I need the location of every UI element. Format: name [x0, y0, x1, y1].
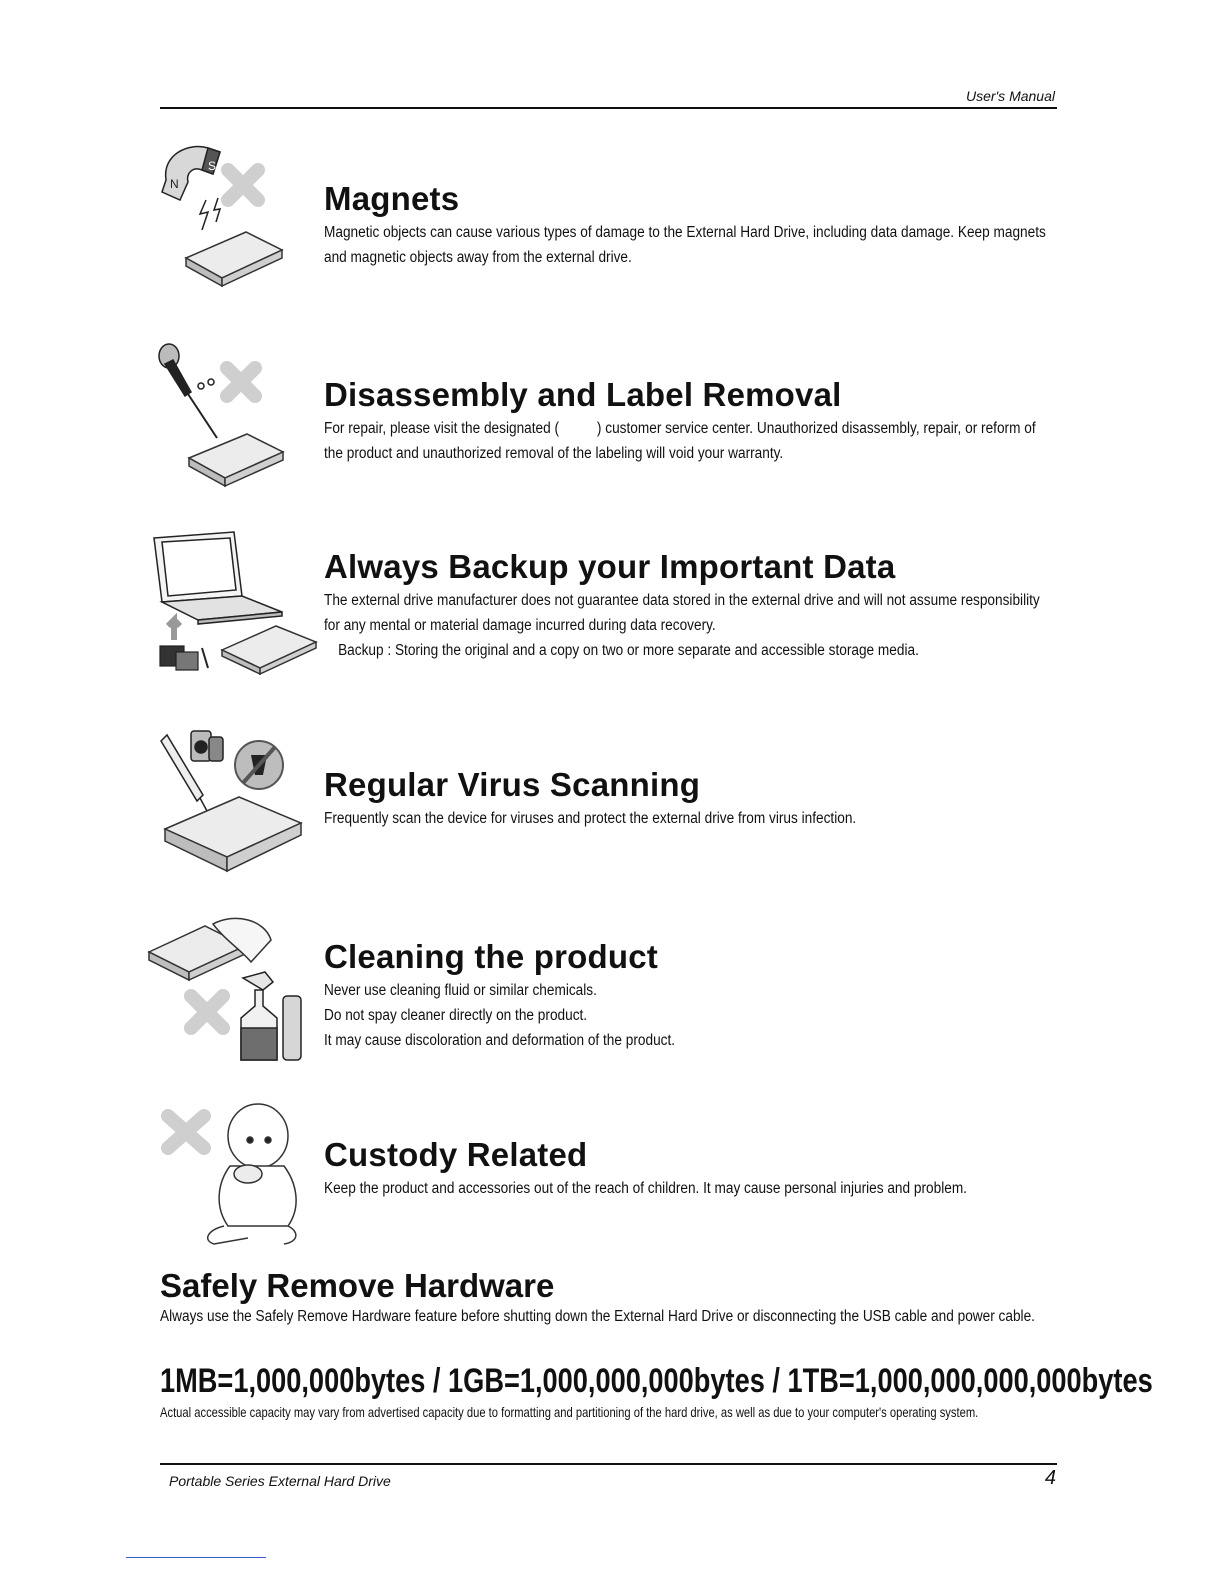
section-cleaning	[324, 938, 1054, 1053]
page-number: 4	[1044, 1467, 1056, 1489]
baby-icon	[158, 1098, 308, 1248]
section-backup	[324, 548, 1054, 663]
footer-title: Portable Series External Hard Drive	[169, 1473, 391, 1489]
header-rule	[160, 107, 1057, 109]
section-line: Do not spay cleaner directly on the product.	[324, 1007, 588, 1024]
section-magnets	[324, 180, 1054, 270]
section-line: Backup : Storing the original and a copy on two or more separate and accessible storage media.	[338, 642, 919, 659]
section-safely-remove	[160, 1267, 1060, 1329]
section-line: Keep the product and accessories out of the reach of children. It may cause personal injuries and problem.	[324, 1180, 967, 1197]
header-title: User's Manual	[965, 88, 1055, 104]
screwdriver-icon	[155, 340, 290, 490]
section-line: Never use cleaning fluid or similar chemicals.	[324, 982, 597, 999]
section-body	[324, 416, 1054, 466]
spray-bottle-icon	[145, 910, 310, 1070]
section-title: Magnets	[324, 180, 460, 217]
laptop-icon	[148, 530, 323, 680]
section-title: 1MB=1,000,000bytes / 1GB=1,000,000,000bytes / 1TB=1,000,000,000,000bytes	[160, 1362, 1153, 1400]
section-line: Frequently scan the device for viruses and protect the external drive from virus infection.	[324, 810, 857, 827]
section-virus	[324, 766, 1054, 831]
section-disassembly	[324, 376, 1054, 466]
section-body: Always use the Safely Remove Hardware feature before shutting down the External Hard Drive or disconnecting the USB cable and power cable.	[160, 1308, 1035, 1325]
section-title: Always Backup your Important Data	[324, 548, 896, 585]
section-body	[324, 1176, 1054, 1201]
section-body	[324, 588, 1054, 663]
no-virus-icon	[235, 741, 283, 789]
section-line: for any mental or material damage incurred during data recovery.	[324, 617, 716, 634]
section-body	[324, 220, 1054, 270]
section-title: Cleaning the product	[324, 938, 658, 975]
bottom-link-line	[126, 1557, 266, 1558]
section-line: The external drive manufacturer does not guarantee data stored in the external drive and will not assume responsibility	[324, 592, 1040, 609]
magnet-icon	[158, 140, 288, 300]
footer-rule	[160, 1463, 1057, 1465]
svg-text:N: N	[170, 177, 179, 191]
section-title: Safely Remove Hardware	[160, 1267, 555, 1304]
section-capacity	[160, 1361, 1153, 1423]
section-custody	[324, 1136, 1054, 1201]
section-title: Regular Virus Scanning	[324, 766, 701, 803]
section-title: Custody Related	[324, 1136, 588, 1173]
section-line: Magnetic objects can cause various types of damage to the External Hard Drive, including data damage. Keep magnets	[324, 224, 1046, 241]
section-line: For repair, please visit the designated ( ) customer service center. Unauthorized disassembly, repair, or reform of	[324, 420, 1036, 437]
section-line: and magnetic objects away from the external drive.	[324, 249, 632, 266]
section-line: the product and unauthorized removal of the labeling will void your warranty.	[324, 445, 784, 462]
section-line: It may cause discoloration and deformation of the product.	[324, 1032, 676, 1049]
section-body	[324, 978, 1054, 1053]
section-body: Actual accessible capacity may vary from advertised capacity due to formatting and partitioning of the hard drive, as well as due to your computer's operating system.	[160, 1404, 979, 1420]
section-title: Disassembly and Label Removal	[324, 376, 842, 413]
section-body	[324, 806, 1054, 831]
svg-text:S: S	[208, 159, 217, 173]
syringe-icon	[155, 725, 305, 880]
cross-mark-icon	[228, 170, 258, 200]
